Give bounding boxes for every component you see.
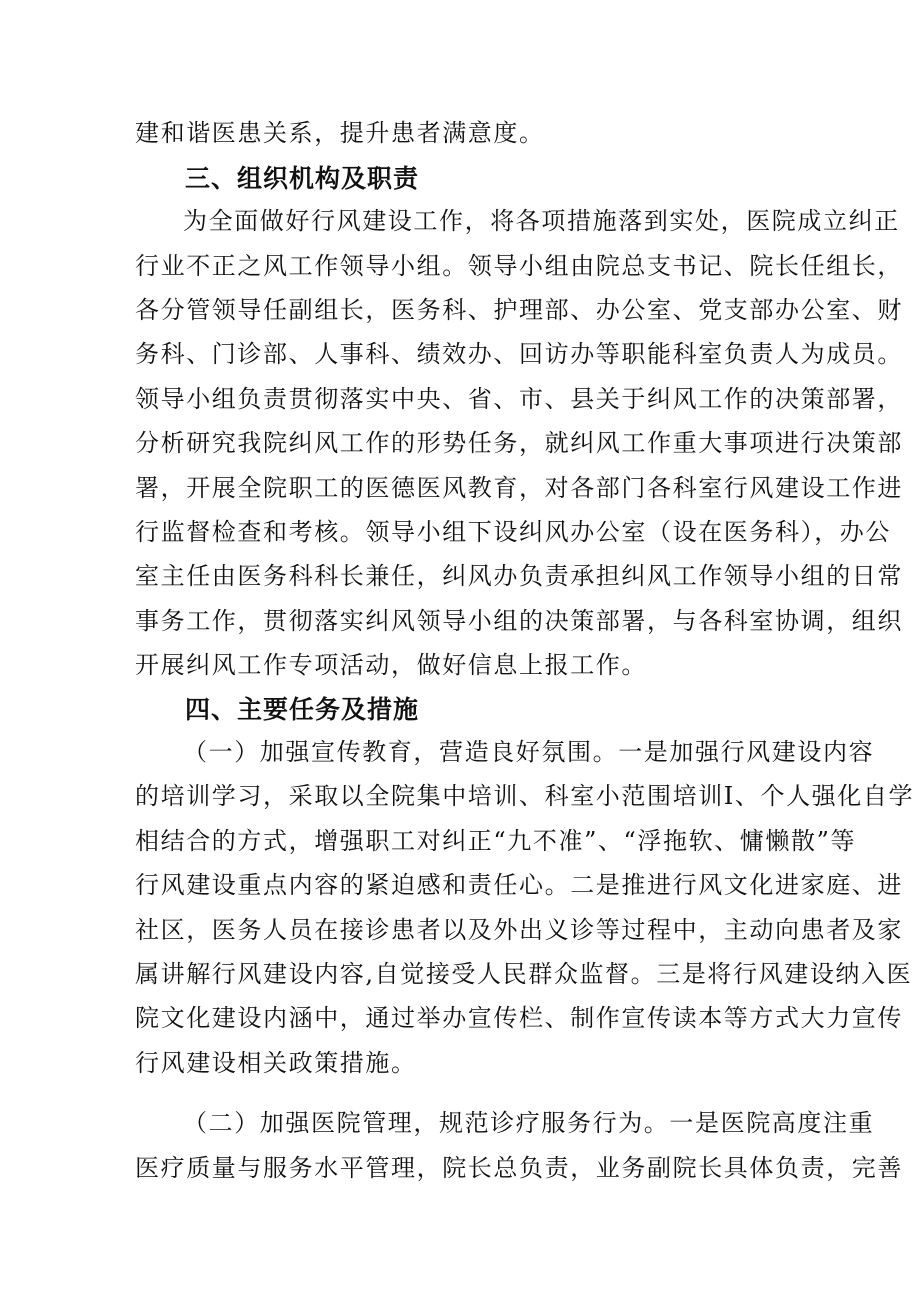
paragraph-line: 领导小组负责贯彻落实中央、省、市、县关于纠风工作的决策部署， (135, 385, 903, 413)
paragraph-line: 事务工作，贯彻落实纠风领导小组的决策部署，与各科室协调，组织 (135, 607, 903, 635)
paragraph-line: 的培训学习，采取以全院集中培训、科室小范围培训I、个人强化自学 (135, 782, 915, 810)
paragraph-line: 各分管领导任副组长，医务科、护理部、办公室、党支部办公室、财 (135, 296, 903, 324)
paragraph-line: 院文化建设内涵中，通过举办宣传栏、制作宣传读本等方式大力宣传 (135, 1004, 903, 1032)
paragraph-line: 行监督检查和考核。领导小组下设纠风办公室（设在医务科），办公 (135, 518, 891, 546)
paragraph-line: 行风建设重点内容的紧迫感和责任心。二是推进行风文化进家庭、进 (135, 871, 903, 899)
paragraph-line: 为全面做好行风建设工作，将各项措施落到实处，医院成立纠正 (183, 207, 900, 235)
paragraph-line: 社区，医务人员在接诊患者以及外出义诊等过程中，主动向患者及家 (135, 916, 903, 944)
paragraph-line: 相结合的方式，增强职工对纠正“九不准”、“浮拖软、慵懒散”等 (135, 827, 857, 855)
paragraph-line: 分析研究我院纠风工作的形势任务，就纠风工作重大事项进行决策部 (135, 429, 903, 457)
paragraph-line: （二）加强医院管理，规范诊疗服务行为。一是医院高度注重 (183, 1109, 875, 1137)
paragraph-line: 室主任由医务科科长兼任，纠风办负责承担纠风工作领导小组的日常 (135, 562, 903, 590)
paragraph-line: 行风建设相关政策措施。 (135, 1049, 417, 1077)
paragraph-line: 开展纠风工作专项活动，做好信息上报工作。 (135, 651, 647, 679)
section-heading: 四、主要任务及措施 (185, 695, 420, 724)
paragraph-line: 行业不正之风工作领导小组。领导小组由院总支书记、院长任组长， (135, 252, 903, 280)
section-heading: 三、组织机构及职责 (185, 164, 420, 193)
paragraph-line: 医疗质量与服务水平管理，院长总负责，业务副院长具体负责，完善 (135, 1154, 903, 1182)
paragraph-line: 属讲解行风建设内容,自觉接受人民群众监督。三是将行风建设纳入医 (135, 960, 913, 988)
paragraph-line: 务科、门诊部、人事科、绩效办、回访办等职能科室负责人为成员。 (135, 340, 903, 368)
paragraph-line: 署，开展全院职工的医德医风教育，对各部门各科室行风建设工作进 (135, 474, 903, 502)
paragraph-line: （一）加强宣传教育，营造良好氛围。一是加强行风建设内容 (183, 738, 875, 766)
paragraph-line: 建和谐医患关系，提升患者满意度。 (135, 119, 545, 147)
